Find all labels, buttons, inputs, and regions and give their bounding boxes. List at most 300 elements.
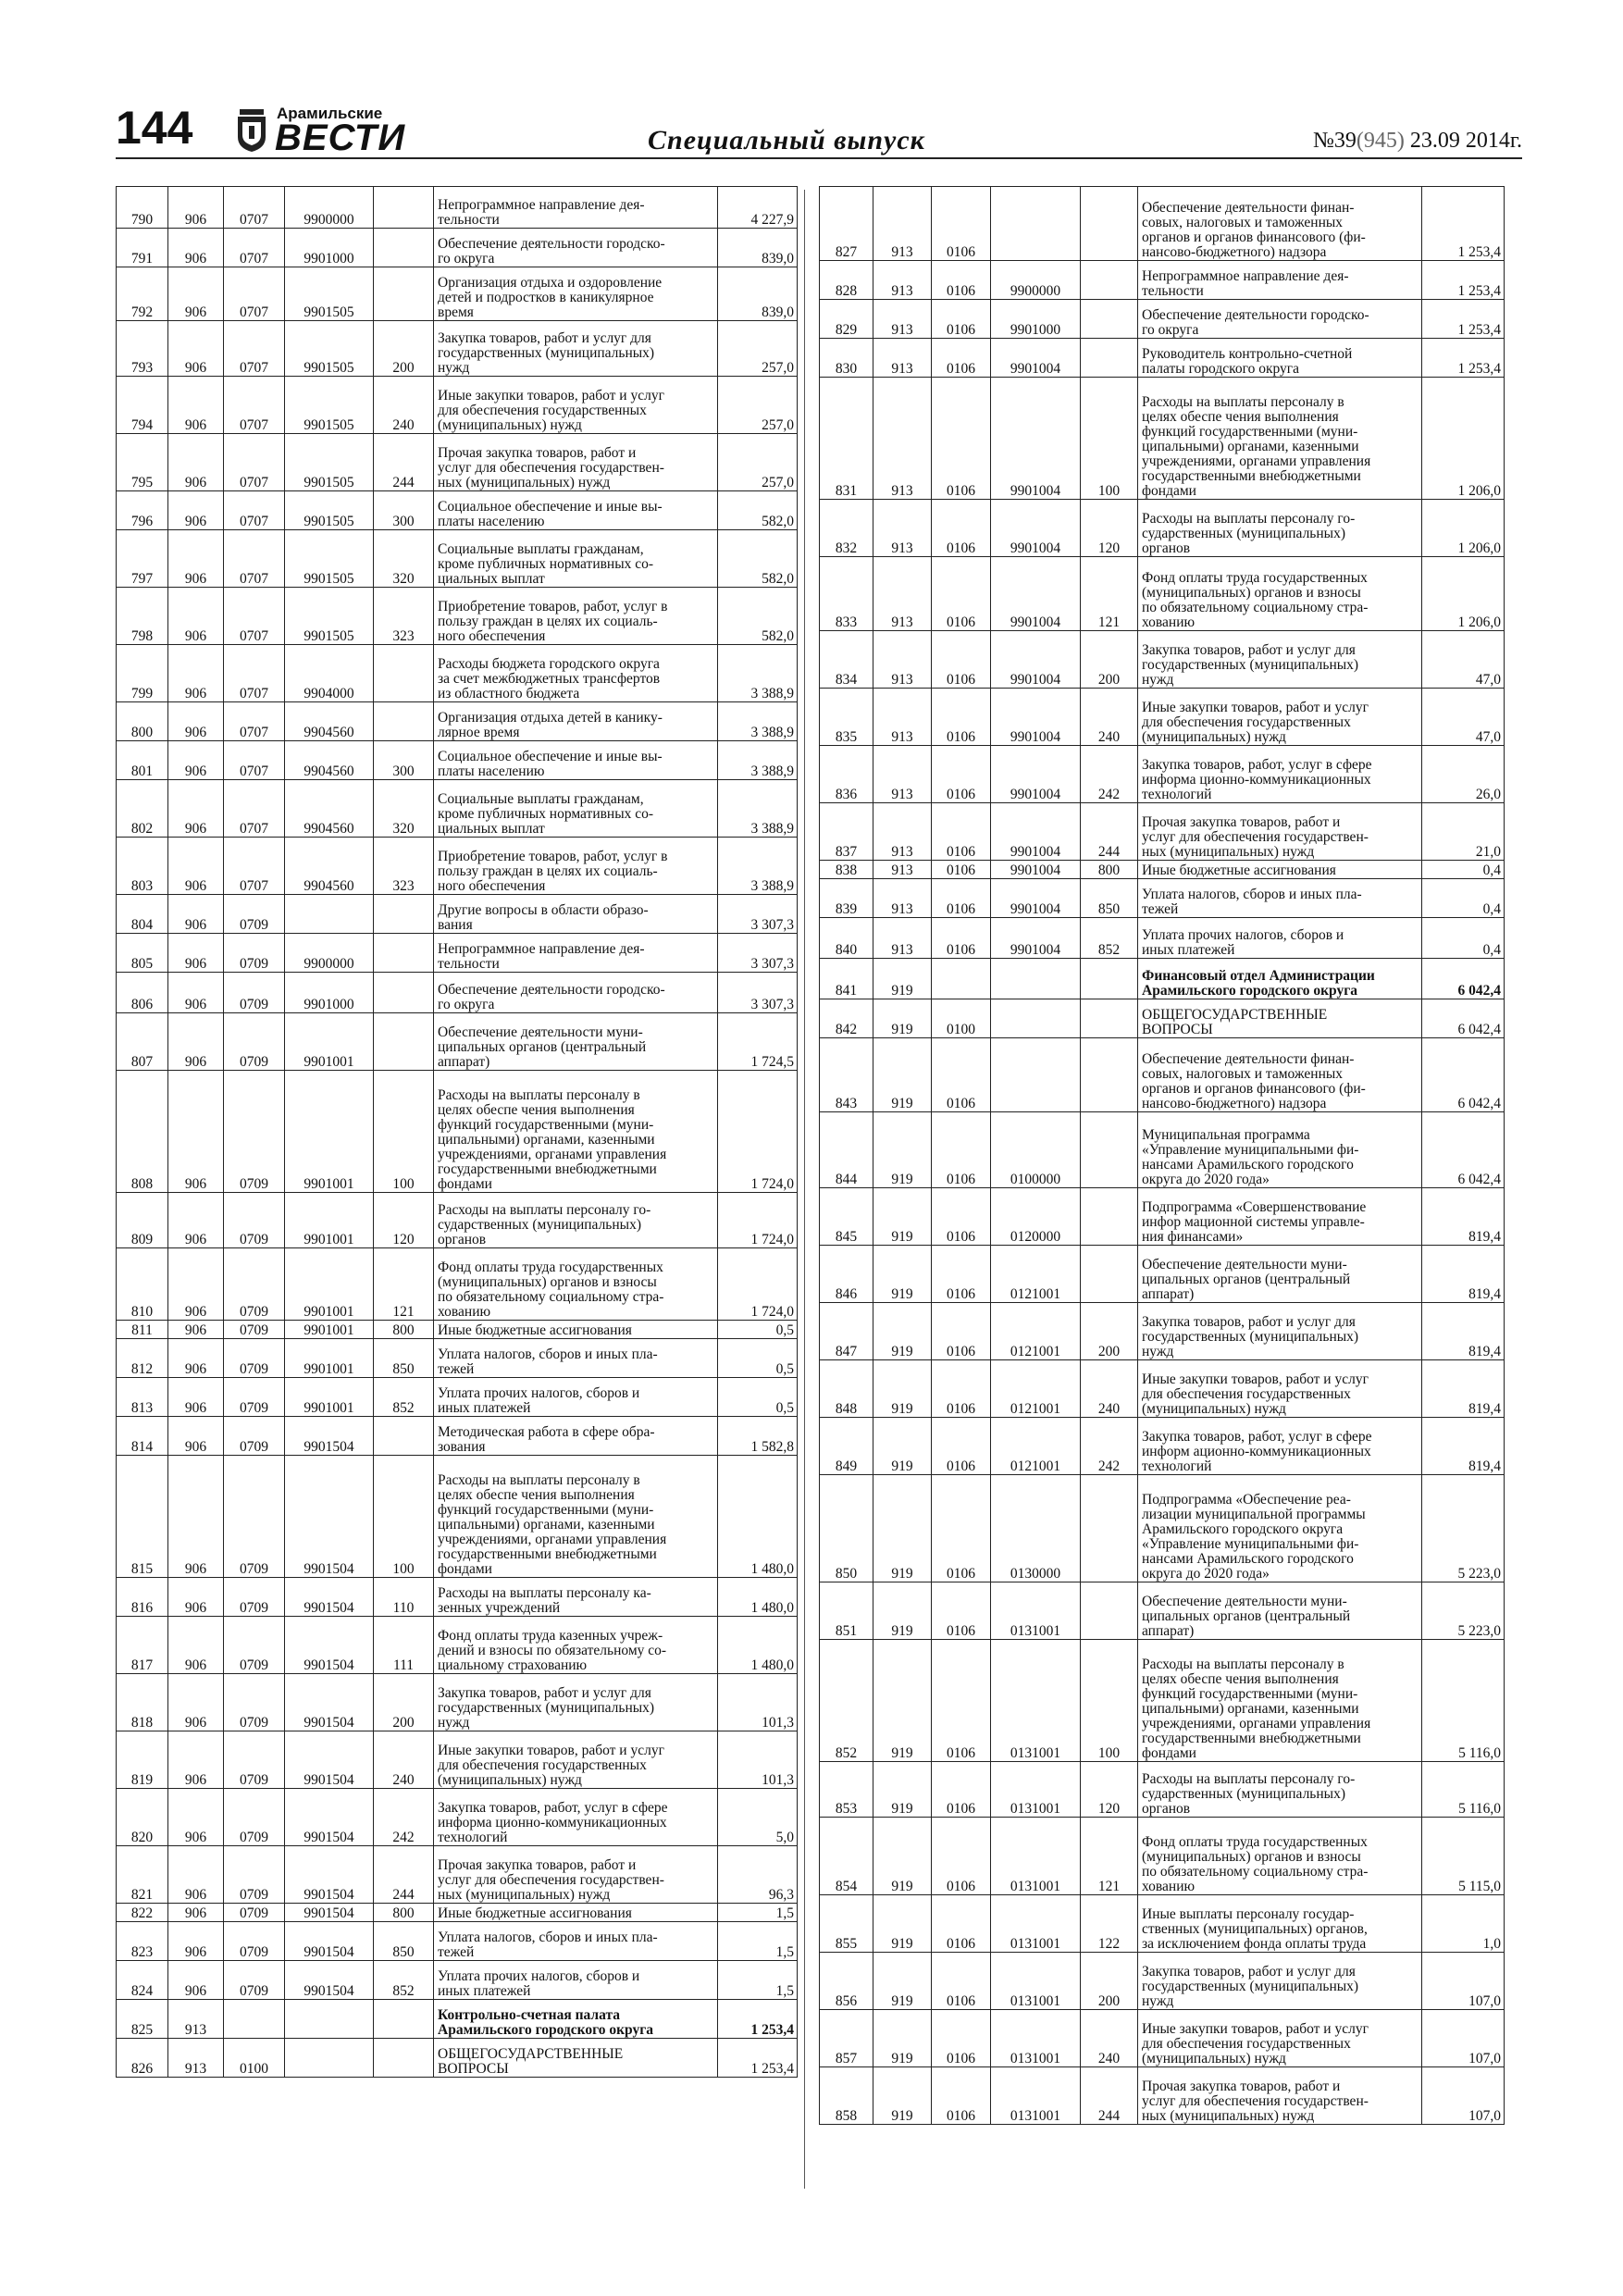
row-number: 823 [117,1922,168,1961]
row-number: 798 [117,588,168,645]
code-expense-type: 242 [374,1789,434,1846]
code-ministry: 913 [873,631,932,689]
code-ministry: 919 [873,1418,932,1475]
code-target: 9900000 [991,261,1081,300]
code-expense-type: 100 [1081,1640,1138,1762]
code-target [285,895,374,934]
code-target [285,2000,374,2039]
row-number: 846 [820,1246,873,1303]
code-section: 0707 [224,530,285,588]
table-row [117,530,798,588]
row-amount: 839,0 [718,267,798,321]
row-number: 803 [117,838,168,895]
code-ministry: 919 [873,1303,932,1360]
code-expense-type: 121 [1081,1818,1138,1895]
table-row [117,780,798,838]
row-amount: 47,0 [1422,689,1505,746]
table-row [820,631,1505,689]
row-description: Фонд оплаты труда казенных учреж- дений и взносы по обязательному со- циальному страхованию [434,1617,718,1674]
row-amount: 1 253,4 [1422,300,1505,339]
row-description: ОБЩЕГОСУДАРСТВЕННЫЕ ВОПРОСЫ [1138,999,1422,1038]
row-description: Расходы на выплаты персоналу го- сударственных (муниципальных) органов [1138,500,1422,557]
code-target: 0121001 [991,1303,1081,1360]
code-expense-type: 323 [374,838,434,895]
code-ministry: 906 [168,1071,224,1193]
code-target: 9901004 [991,378,1081,500]
code-expense-type: 323 [374,588,434,645]
code-ministry: 913 [873,689,932,746]
code-expense-type: 300 [374,491,434,530]
row-number: 791 [117,229,168,267]
code-target: 9901505 [285,530,374,588]
code-expense-type [374,934,434,973]
row-amount: 0,5 [718,1339,798,1378]
row-amount: 5 116,0 [1422,1640,1505,1762]
code-section: 0707 [224,267,285,321]
code-ministry: 906 [168,1789,224,1846]
code-expense-type [1081,1582,1138,1640]
row-amount: 582,0 [718,588,798,645]
row-description: Расходы на выплаты персоналу в целях обеспе чения выполнения функций государственными (муни- ципальными) органами, казенными учреждениями, органами управления государственными внебюджетными фондами [1138,378,1422,500]
page-header [116,100,1522,165]
code-expense-type [1081,1246,1138,1303]
table-row [820,1188,1505,1246]
budget-table-right-body [820,187,1505,2125]
row-amount: 5 116,0 [1422,1762,1505,1818]
code-section: 0709 [224,1417,285,1456]
code-target: 9904560 [285,741,374,780]
row-amount: 0,5 [718,1378,798,1417]
code-ministry: 906 [168,1674,224,1731]
row-description: Приобретение товаров, работ, услуг в пользу граждан в целях их социаль- ного обеспечения [434,838,718,895]
row-amount: 107,0 [1422,1953,1505,2010]
code-target: 0131001 [991,1762,1081,1818]
code-expense-type: 244 [1081,2067,1138,2125]
code-section: 0106 [932,300,991,339]
row-number: 833 [820,557,873,631]
table-row [117,838,798,895]
row-description: Иные закупки товаров, работ и услуг для обеспечения государственных (муниципальных) нужд [1138,689,1422,746]
row-amount: 101,3 [718,1731,798,1789]
row-number: 842 [820,999,873,1038]
code-expense-type [1081,1038,1138,1112]
row-description: Расходы на выплаты персоналу го- сударственных (муниципальных) органов [1138,1762,1422,1818]
code-ministry: 913 [873,803,932,861]
row-number: 850 [820,1475,873,1582]
row-amount: 96,3 [718,1846,798,1904]
code-section: 0106 [932,2067,991,2125]
code-ministry: 906 [168,1846,224,1904]
row-number: 837 [820,803,873,861]
code-expense-type: 100 [374,1071,434,1193]
row-number: 838 [820,861,873,879]
row-number: 799 [117,645,168,702]
row-amount: 1 480,0 [718,1617,798,1674]
code-ministry: 919 [873,959,932,999]
table-row [820,1762,1505,1818]
table-row [117,741,798,780]
code-section: 0709 [224,1674,285,1731]
table-row [117,895,798,934]
code-ministry: 906 [168,1248,224,1321]
code-target: 9901504 [285,1922,374,1961]
code-ministry: 919 [873,1475,932,1582]
code-section: 0106 [932,1038,991,1112]
code-target: 9904560 [285,702,374,741]
code-target: 9900000 [285,934,374,973]
code-section: 0106 [932,1582,991,1640]
row-description: Обеспечение деятельности финан- совых, налоговых и таможенных органов и органов финансового (фи- нансово-бюджетного) надзора [1138,1038,1422,1112]
table-row [117,2000,798,2039]
code-expense-type: 850 [1081,879,1138,918]
table-row [820,803,1505,861]
table-row [117,1789,798,1846]
code-expense-type: 240 [1081,1360,1138,1418]
code-ministry: 906 [168,229,224,267]
row-number: 852 [820,1640,873,1762]
code-section: 0106 [932,1418,991,1475]
code-target: 0121001 [991,1360,1081,1418]
code-target: 9901004 [991,803,1081,861]
issue-title: Специальный выпуск [648,125,925,155]
code-expense-type [374,1013,434,1071]
row-description: Руководитель контрольно-счетной палаты городского округа [1138,339,1422,378]
issue-number: №39 [1312,129,1357,153]
code-target: 9901504 [285,1904,374,1922]
code-target: 9901504 [285,1674,374,1731]
row-description: Непрограммное направление дея- тельности [434,934,718,973]
table-row [820,1953,1505,2010]
code-target: 9901001 [285,1248,374,1321]
row-amount: 819,4 [1422,1418,1505,1475]
code-section: 0106 [932,918,991,959]
row-amount: 582,0 [718,530,798,588]
code-expense-type: 100 [1081,378,1138,500]
table-row [820,999,1505,1038]
code-target: 0131001 [991,1640,1081,1762]
code-expense-type: 242 [1081,746,1138,803]
table-row [820,1818,1505,1895]
issue-date: 23.09 2014г. [1409,129,1522,153]
code-ministry: 906 [168,434,224,491]
row-amount: 5 223,0 [1422,1475,1505,1582]
row-description: Иные закупки товаров, работ и услуг для обеспечения государственных (муниципальных) нужд [1138,1360,1422,1418]
row-description: Закупка товаров, работ и услуг для государственных (муниципальных) нужд [1138,1953,1422,2010]
row-description: Закупка товаров, работ и услуг для государственных (муниципальных) нужд [434,321,718,377]
row-description: Фонд оплаты труда государственных (муниципальных) органов и взносы по обязательному социальному стра- хованию [1138,557,1422,631]
code-expense-type [1081,300,1138,339]
code-section: 0106 [932,861,991,879]
code-section: 0709 [224,973,285,1013]
code-expense-type: 242 [1081,1418,1138,1475]
table-row [117,2039,798,2078]
code-ministry: 906 [168,895,224,934]
code-section: 0106 [932,1475,991,1582]
code-section: 0106 [932,1640,991,1762]
code-target: 9904560 [285,838,374,895]
row-amount: 6 042,4 [1422,1038,1505,1112]
row-amount: 21,0 [1422,803,1505,861]
table-row [820,1038,1505,1112]
code-ministry: 906 [168,1922,224,1961]
row-number: 836 [820,746,873,803]
table-row [820,1640,1505,1762]
code-target: 9901001 [285,1378,374,1417]
row-description: Организация отдыха детей в канику- лярное время [434,702,718,741]
row-description: Иные бюджетные ассигнования [434,1321,718,1339]
table-row [117,321,798,377]
row-amount: 1,5 [718,1961,798,2000]
code-expense-type [374,645,434,702]
row-amount: 3 388,9 [718,702,798,741]
table-row [820,1418,1505,1475]
table-row [820,300,1505,339]
table-row [820,689,1505,746]
row-description: Методическая работа в сфере обра- зования [434,1417,718,1456]
code-target: 9901004 [991,557,1081,631]
code-expense-type [1081,1112,1138,1188]
table-row [820,2010,1505,2067]
code-expense-type [374,2039,434,2078]
code-ministry: 919 [873,2067,932,2125]
row-number: 815 [117,1456,168,1578]
table-row [117,702,798,741]
code-target: 0120000 [991,1188,1081,1246]
row-description: Прочая закупка товаров, работ и услуг для обеспечения государствен- ных (муниципальных) нужд [434,1846,718,1904]
row-description: Обеспечение деятельности городско- го округа [434,973,718,1013]
code-target: 0121001 [991,1246,1081,1303]
row-description: Финансовый отдел Администрации Арамильского городского округа [1138,959,1422,999]
code-ministry: 913 [873,300,932,339]
coat-of-arms-icon [236,109,267,152]
code-ministry: 906 [168,934,224,973]
table-row [820,1360,1505,1418]
row-amount: 6 042,4 [1422,999,1505,1038]
code-ministry: 919 [873,999,932,1038]
row-description: Уплата прочих налогов, сборов и иных платежей [1138,918,1422,959]
row-amount: 3 388,9 [718,780,798,838]
code-expense-type: 120 [374,1193,434,1248]
row-amount: 5 115,0 [1422,1818,1505,1895]
code-ministry: 906 [168,1456,224,1578]
table-row [117,1846,798,1904]
row-number: 829 [820,300,873,339]
code-expense-type: 200 [1081,631,1138,689]
code-section: 0106 [932,378,991,500]
row-number: 834 [820,631,873,689]
code-section: 0106 [932,1762,991,1818]
row-number: 848 [820,1360,873,1418]
code-ministry: 906 [168,702,224,741]
issue-number-total: (945) [1356,129,1405,153]
code-section: 0106 [932,1188,991,1246]
code-section: 0106 [932,187,991,261]
row-amount: 1 206,0 [1422,378,1505,500]
row-number: 818 [117,1674,168,1731]
row-description: Закупка товаров, работ, услуг в сфере информ ационно-коммуникационных технологий [1138,1418,1422,1475]
code-ministry: 906 [168,741,224,780]
row-description: Социальное обеспечение и иные вы- платы населению [434,491,718,530]
code-target: 9901505 [285,434,374,491]
row-description: Закупка товаров, работ, услуг в сфере информа ционно-коммуникационных технологий [434,1789,718,1846]
code-expense-type: 200 [1081,1303,1138,1360]
logo-subtitle: Арамильские [277,105,383,122]
row-number: 820 [117,1789,168,1846]
row-description: Иные закупки товаров, работ и услуг для обеспечения государственных (муниципальных) нужд [434,1731,718,1789]
row-number: 851 [820,1582,873,1640]
row-description: Уплата прочих налогов, сборов и иных платежей [434,1378,718,1417]
row-number: 805 [117,934,168,973]
table-row [820,879,1505,918]
code-target: 9901504 [285,1846,374,1904]
row-description: Обеспечение деятельности муни- ципальных органов (центральный аппарат) [1138,1246,1422,1303]
table-row [117,1248,798,1321]
code-section: 0106 [932,879,991,918]
code-target: 9901000 [285,973,374,1013]
row-description: Уплата прочих налогов, сборов и иных платежей [434,1961,718,2000]
table-row [117,588,798,645]
table-row [117,1417,798,1456]
column-separator [804,190,805,2189]
code-ministry: 906 [168,491,224,530]
code-section: 0707 [224,434,285,491]
row-number: 858 [820,2067,873,2125]
row-number: 847 [820,1303,873,1360]
row-number: 822 [117,1904,168,1922]
code-ministry: 906 [168,1617,224,1674]
code-expense-type: 110 [374,1578,434,1617]
code-target: 9901004 [991,746,1081,803]
code-target: 9901504 [285,1789,374,1846]
table-row [820,1582,1505,1640]
table-row [820,1475,1505,1582]
table-row [820,339,1505,378]
row-amount: 47,0 [1422,631,1505,689]
code-ministry: 919 [873,1188,932,1246]
table-row [117,1071,798,1193]
row-description: Иные бюджетные ассигнования [1138,861,1422,879]
row-amount: 1 206,0 [1422,500,1505,557]
code-section: 0106 [932,1246,991,1303]
code-ministry: 906 [168,321,224,377]
code-target: 9901001 [285,1321,374,1339]
row-description: Обеспечение деятельности городско- го округа [1138,300,1422,339]
code-target [991,959,1081,999]
code-ministry: 913 [873,879,932,918]
row-number: 816 [117,1578,168,1617]
code-target: 9901504 [285,1617,374,1674]
code-target: 0121001 [991,1418,1081,1475]
code-ministry: 906 [168,187,224,229]
row-number: 841 [820,959,873,999]
row-amount: 6 042,4 [1422,959,1505,999]
row-description: Расходы на выплаты персоналу в целях обеспе чения выполнения функций государственными (муни- ципальными) органами, казенными учреждениями, органами управления государственными внебюджетными фондами [434,1456,718,1578]
code-section: 0709 [224,1071,285,1193]
code-ministry: 913 [873,378,932,500]
row-amount: 1 724,0 [718,1193,798,1248]
code-expense-type [374,229,434,267]
code-ministry: 906 [168,780,224,838]
code-expense-type [374,973,434,1013]
code-ministry: 913 [873,918,932,959]
row-number: 840 [820,918,873,959]
row-description: Обеспечение деятельности муни- ципальных органов (центральный аппарат) [434,1013,718,1071]
row-number: 825 [117,2000,168,2039]
code-target: 0100000 [991,1112,1081,1188]
code-section: 0106 [932,2010,991,2067]
row-amount: 1 724,0 [718,1248,798,1321]
row-description: Другие вопросы в области образо- вания [434,895,718,934]
code-target: 0131001 [991,1582,1081,1640]
row-number: 806 [117,973,168,1013]
code-expense-type [1081,959,1138,999]
row-amount: 1 253,4 [1422,339,1505,378]
row-description: Закупка товаров, работ, услуг в сфере информа ционно-коммуникационных технологий [1138,746,1422,803]
code-target: 9901004 [991,861,1081,879]
code-ministry: 919 [873,1640,932,1762]
code-expense-type: 200 [374,1674,434,1731]
row-amount: 3 388,9 [718,645,798,702]
code-ministry: 919 [873,1762,932,1818]
code-target: 9901000 [285,229,374,267]
code-expense-type: 240 [374,377,434,434]
table-row [117,934,798,973]
code-expense-type [1081,999,1138,1038]
code-section: 0709 [224,1904,285,1922]
row-description: Организация отдыха и оздоровление детей и подростков в каникулярное время [434,267,718,321]
code-ministry: 906 [168,588,224,645]
code-target: 9901505 [285,491,374,530]
row-description: Закупка товаров, работ и услуг для государственных (муниципальных) нужд [1138,631,1422,689]
code-target: 9901004 [991,500,1081,557]
code-ministry: 906 [168,1378,224,1417]
code-expense-type: 800 [374,1321,434,1339]
row-description: Расходы бюджета городского округа за счет межбюджетных трансфертов из областного бюджета [434,645,718,702]
code-target: 9901004 [991,689,1081,746]
code-expense-type: 320 [374,780,434,838]
row-description: Расходы на выплаты персоналу ка- зенных учреждений [434,1578,718,1617]
code-target [991,1038,1081,1112]
budget-table-left-body [117,187,798,2078]
code-target: 9900000 [285,187,374,229]
row-amount: 1 724,0 [718,1071,798,1193]
row-description: Закупка товаров, работ и услуг для государственных (муниципальных) нужд [434,1674,718,1731]
table-row [820,261,1505,300]
row-description: Иные бюджетные ассигнования [434,1904,718,1922]
code-section: 0709 [224,1961,285,2000]
code-ministry: 906 [168,1321,224,1339]
code-ministry: 906 [168,530,224,588]
code-ministry: 906 [168,1013,224,1071]
table-row [117,1578,798,1617]
row-description: Уплата налогов, сборов и иных пла- тежей [1138,879,1422,918]
code-expense-type: 122 [1081,1895,1138,1953]
row-amount: 101,3 [718,1674,798,1731]
code-ministry: 906 [168,1339,224,1378]
row-description: Подпрограмма «Совершенствование инфор мационной системы управле- ния финансами» [1138,1188,1422,1246]
code-ministry: 919 [873,1038,932,1112]
row-description: Фонд оплаты труда государственных (муниципальных) органов и взносы по обязательному социальному стра- хованию [434,1248,718,1321]
code-section: 0709 [224,1013,285,1071]
code-expense-type: 121 [374,1248,434,1321]
row-number: 812 [117,1339,168,1378]
code-expense-type: 244 [374,434,434,491]
table-row [117,1013,798,1071]
code-ministry: 906 [168,1578,224,1617]
row-amount: 0,4 [1422,879,1505,918]
code-expense-type [1081,1475,1138,1582]
code-section: 0707 [224,741,285,780]
